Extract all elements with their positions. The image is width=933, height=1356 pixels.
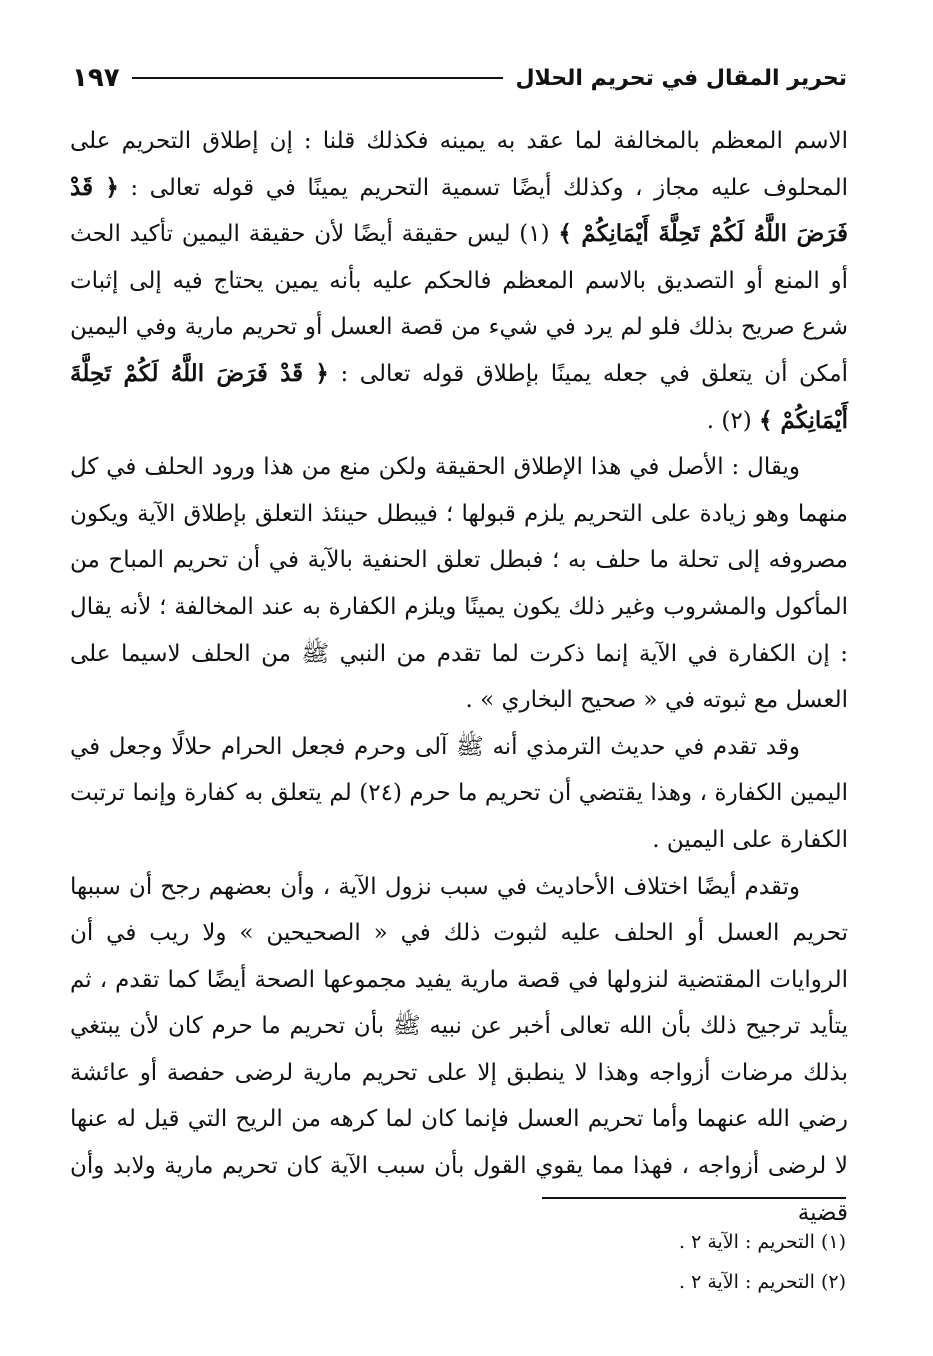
footnote-2: (٢) التحريم : الآية ٢ . bbox=[679, 1271, 846, 1293]
paragraph-1 bbox=[70, 118, 848, 444]
paragraph-3: وقد تقدم في حديث الترمذي أنه ﷺ آلى وحرم فجعل الحرام حلالًا وجعل في اليمين الكفارة ، وهذا يقتضي أن تحريم ما حرم (٢٤) لم يتعلق به كفارة وإنما ترتبت الكفارة على اليمين . bbox=[70, 733, 848, 853]
quran-quote-2: ﴿ قَدْ فَرَضَ اللَّهُ لَكُمْ تَحِلَّةَ أَيْمَانِكُمْ ﴾ bbox=[70, 359, 848, 434]
page-header bbox=[72, 58, 847, 98]
header-rule bbox=[132, 77, 504, 79]
footnote-separator bbox=[542, 1197, 846, 1199]
main-text bbox=[70, 118, 848, 1236]
paragraph-4: وتقدم أيضًا اختلاف الأحاديث في سبب نزول الآية ، وأن بعضهم رجح أن سببها تحريم العسل أو الحلف عليه لثبوت ذلك في « الصحيحين » ولا ريب في أن الروايات المقتضية لنزولها في قصة مارية يفيد مجموعها الصحة أيضًا كما تقدم ، ثم يتأيد ترجيح ذلك بأن الله تعالى أخبر عن نبيه ﷺ بأن تحريم ما حرم كان لأن يبتغي بذلك مرضات أزواجه وهذا لا ينطبق إلا على تحريم مارية لرضى حفصة أو عائشة رضي الله عنهما وأما تحريم العسل فإنما كان لما كرهه من الريح التي قيل له عنها لا لرضى أزواجه ، فهذا مما يقوي القول بأن سبب الآية كان تحريم مارية ولابد وأن قضية bbox=[70, 873, 848, 1226]
footnote-1: (١) التحريم : الآية ٢ . bbox=[679, 1231, 846, 1253]
footnotes bbox=[500, 1222, 846, 1302]
paragraph-1-part-2: ليس حقيقة أيضًا لأن حقيقة اليمين تأكيد الحث أو المنع أو التصديق بالاسم المعظم فالحكم عليه بأنه يمين يحتاج فيه إلى إثبات شرع صريح بذلك فلو لم يرد في شيء من قصة العسل أو تحريم مارية وفي اليمين أمكن أن يتعلق في جعله يمينًا بإطلاق قوله تعالى : bbox=[70, 221, 848, 387]
paragraph-1-part-1: الاسم المعظم بالمخالفة لما عقد به يمينه فكذلك قلنا : إن إطلاق التحريم على المحلوف عليه مجاز ، وكذلك أيضًا تسمية التحريم يمينًا في قوله تعالى : bbox=[70, 128, 848, 201]
footnote-ref-2: (٢) . bbox=[706, 407, 759, 434]
footnote-ref-1: (١) bbox=[510, 221, 559, 248]
running-title: تحرير المقال في تحريم الحلال bbox=[515, 65, 847, 91]
page-number: ١٩٧ bbox=[72, 63, 120, 93]
quran-quote-1: ﴿ قَدْ فَرَضَ اللَّهُ لَكُمْ تَحِلَّةَ أَيْمَانِكُمْ ﴾ bbox=[70, 173, 848, 248]
paragraph-2: ويقال : الأصل في هذا الإطلاق الحقيقة ولكن منع من هذا ورود الحلف في كل منهما وهو زيادة على التحريم يلزم قبولها ؛ فيبطل حينئذ التعلق بإطلاق الآية ويكون مصروفه إلى تحلة ما حلف به ؛ فبطل تعلق الحنفية بالآية في أن تحريم المباح من المأكول والمشروب وغير ذلك يكون يمينًا ويلزم الكفارة به عند المخالفة ؛ لأنه يقال : إن الكفارة في الآية إنما ذكرت لما تقدم من النبي ﷺ من الحلف لاسيما على العسل مع ثبوته في « صحيح البخاري » . bbox=[70, 454, 848, 714]
